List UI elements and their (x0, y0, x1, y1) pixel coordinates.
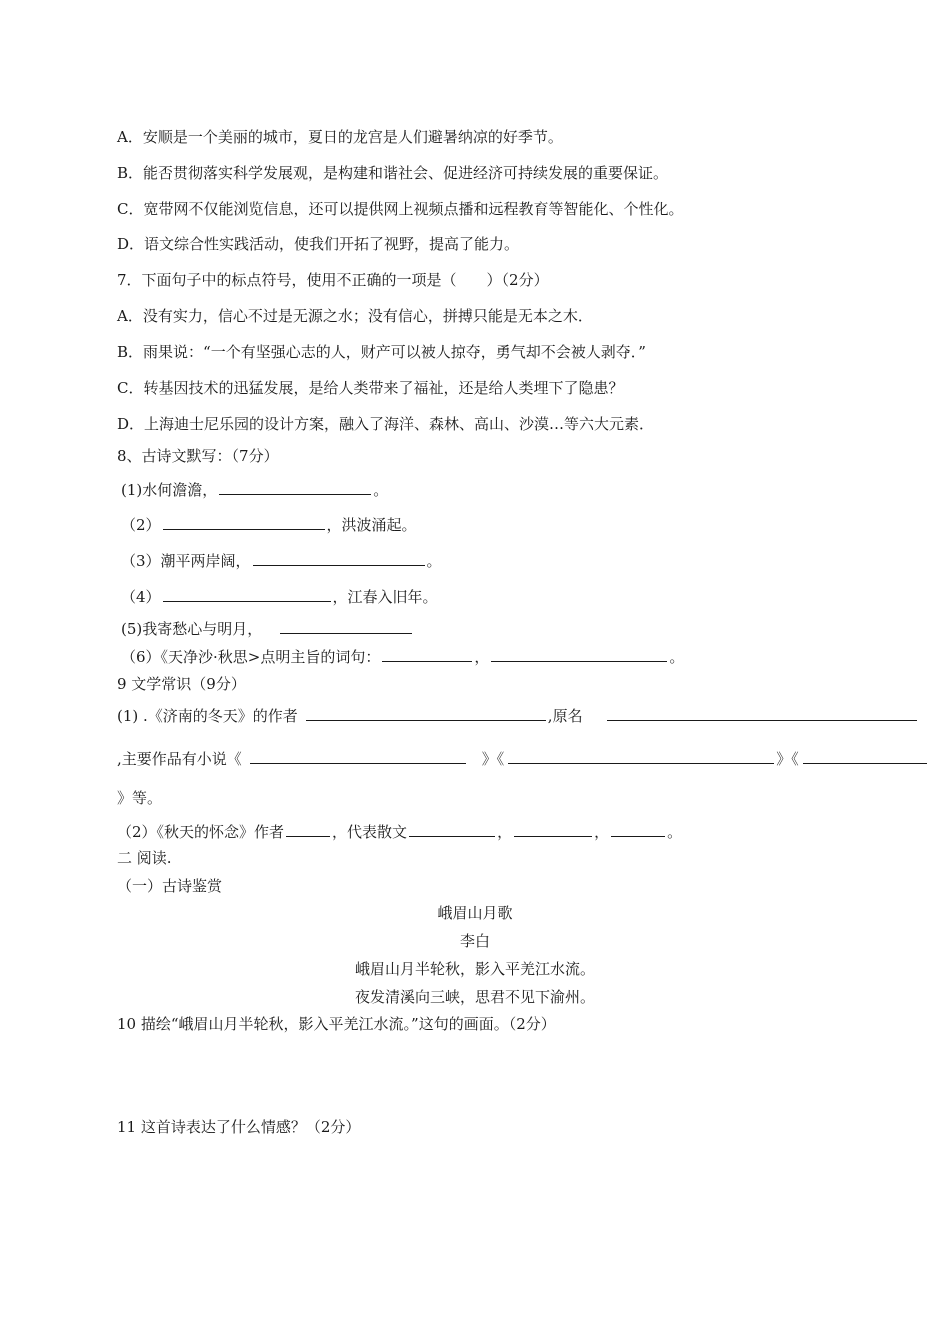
q6-option-a: A．安顺是一个美丽的城市，夏日的龙宫是人们避暑纳凉的好季节。 (117, 128, 563, 146)
q6-option-b: B．能否贯彻落实科学发展观，是构建和谐社会、促进经济可持续发展的重要保证。 (117, 164, 669, 182)
q9-line-2-sep1: 》《 (481, 750, 505, 768)
q8-line-1-text: (1)水何澹澹， (121, 481, 218, 499)
answer-blank[interactable] (250, 748, 466, 764)
q9-line-4-sep2: ， (594, 823, 610, 841)
q8-line-2-num: （2） (121, 516, 161, 534)
q7-option-a: A．没有实力，信心不过是无源之水；没有信心，拼搏只能是无本之木． (117, 307, 593, 325)
answer-blank[interactable] (163, 586, 331, 602)
q8-line-6-text: （6）《天净沙·秋思>点明主旨的词句： (121, 648, 381, 666)
q6-option-c: C．宽带网不仅能浏览信息，还可以提供网上视频点播和远程教育等智能化、个性化。 (117, 200, 684, 218)
q7-option-d: D．上海迪士尼乐园的设计方案，融入了海洋、森林、高山、沙漠…等六大元素． (117, 415, 655, 433)
q9-stem: 9 文学常识（9分） (117, 675, 246, 693)
q9-line-4 (117, 821, 682, 842)
q9-line-2-sep2: 》《 (776, 750, 799, 768)
q9-line-2 (117, 748, 929, 769)
q8-line-5-text: (5)我寄愁心与明月， (121, 620, 263, 638)
answer-blank[interactable] (803, 748, 927, 764)
q9-line-4-end: 。 (667, 823, 683, 841)
section-2-title: 二 阅读. (117, 849, 172, 867)
q8-line-6-end: 。 (669, 648, 685, 666)
answer-blank[interactable] (409, 821, 495, 837)
q9-line-2-text: ,主要作品有小说《 (117, 750, 242, 768)
answer-blank[interactable] (306, 705, 546, 721)
q8-line-1-end: 。 (373, 481, 389, 499)
poem-line-2: 夜发清溪向三峡，思君不见下渝州。 (354, 988, 595, 1006)
answer-blank[interactable] (514, 821, 592, 837)
answer-blank[interactable] (491, 646, 667, 662)
q7-stem: 7．下面句子中的标点符号，使用不正确的一项是（ ）（2分） (117, 271, 549, 289)
q8-line-4-num: （4） (121, 588, 161, 606)
q8-line-2 (121, 514, 417, 535)
q8-line-3-end: 。 (426, 552, 442, 570)
q8-line-4 (121, 586, 438, 607)
answer-blank[interactable] (163, 514, 325, 530)
q8-line-5 (121, 618, 414, 639)
q9-line-1-text: (1) .《济南的冬天》的作者 (117, 707, 298, 725)
q7-option-c: C．转基因技术的迅猛发展，是给人类带来了福祉，还是给人类埋下了隐患？ (117, 379, 624, 397)
poem-author: 李白 (459, 932, 490, 950)
q8-line-3 (121, 550, 442, 571)
poem-line-1: 峨眉山月半轮秋，影入平羌江水流。 (354, 960, 595, 978)
answer-blank[interactable] (508, 748, 774, 764)
q7-option-b: B．雨果说：“一个有坚强心志的人，财产可以被人掠夺，勇气却不会被人剥夺．” (117, 343, 646, 361)
q9-line-4-text: （2）《秋天的怀念》作者 (117, 823, 285, 841)
q9-line-1-mid: ,原名 (547, 707, 583, 725)
q9-line-4-mid: ，代表散文 (332, 823, 408, 841)
q8-line-4-text: ，江春入旧年。 (332, 588, 438, 606)
answer-blank[interactable] (280, 618, 412, 634)
answer-blank[interactable] (607, 705, 917, 721)
q10-stem: 10 描绘“峨眉山月半轮秋，影入平羌江水流。”这句的画面。（2分） (117, 1015, 556, 1033)
section-2-subtitle: （一）古诗鉴赏 (117, 877, 223, 895)
q11-stem: 11 这首诗表达了什么情感？（2分） (117, 1118, 361, 1136)
poem-title: 峨眉山月歌 (437, 904, 513, 922)
q8-line-6 (121, 646, 684, 667)
q8-line-6-sep: ， (474, 648, 490, 666)
q8-line-2-text: ，洪波涌起。 (326, 516, 417, 534)
q8-line-1 (121, 479, 388, 500)
q9-line-1 (117, 705, 919, 726)
answer-blank[interactable] (382, 646, 472, 662)
q8-stem: 8、古诗文默写：（7分） (117, 447, 279, 465)
answer-blank[interactable] (253, 550, 425, 566)
answer-blank[interactable] (286, 821, 330, 837)
answer-blank[interactable] (219, 479, 371, 495)
q9-line-3: 》等。 (117, 789, 163, 807)
q8-line-3-text: （3）潮平两岸阔， (121, 552, 251, 570)
q6-option-d: D．语文综合性实践活动，使我们开拓了视野，提高了能力。 (117, 235, 520, 253)
answer-blank[interactable] (611, 821, 665, 837)
q9-line-4-sep1: ， (497, 823, 513, 841)
